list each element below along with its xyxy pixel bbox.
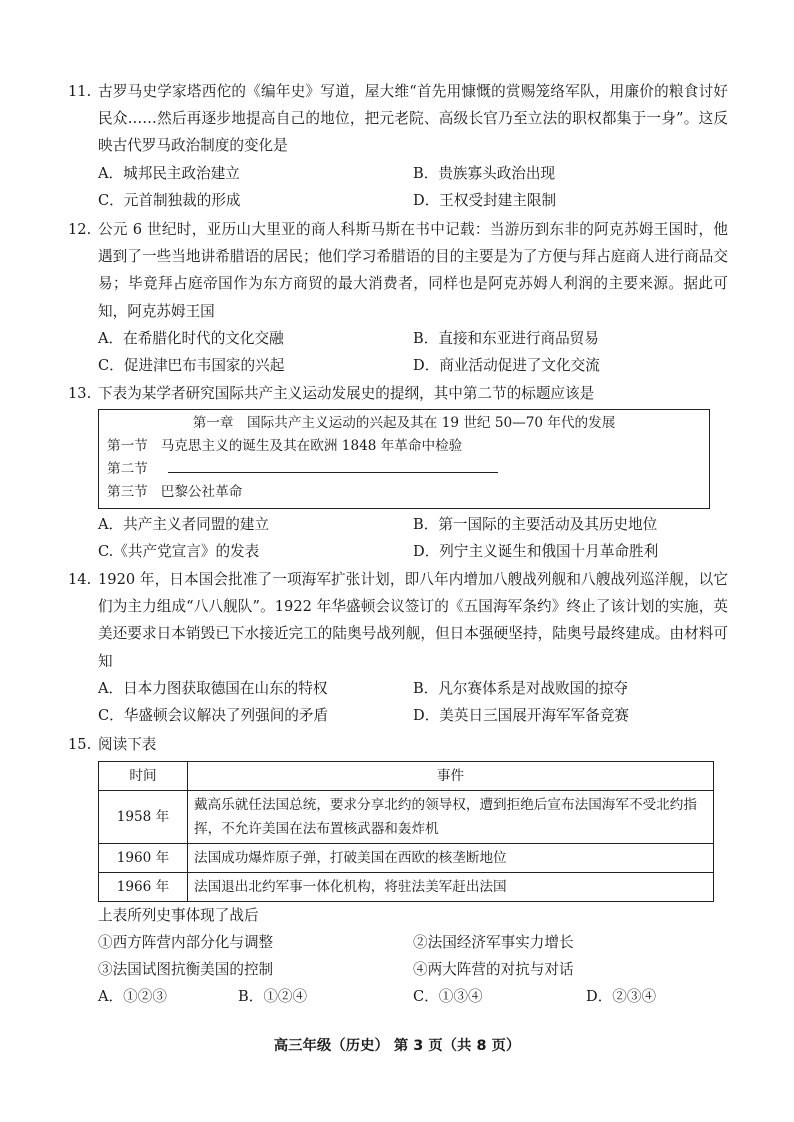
question-stem: 古罗马史学家塔西佗的《编年史》写道，屋大维“首先用慷慨的赏赐笼络军队，用廉价的粮食讨好民众……然后再逐步地提高自己的地位，把元老院、高级长官乃至立法的职权都集于一身”。这反映古代罗马政治制度的变化是 <box>98 83 728 155</box>
cell-year: 1966 年 <box>99 873 188 902</box>
question-number: 11. <box>68 83 92 100</box>
table-follow-text: 上表所列史事体现了战后 <box>98 907 259 925</box>
statement-3: ③法国试图抗衡美国的控制 <box>98 961 274 979</box>
option-a: A．城邦民主政治建立 <box>98 164 240 182</box>
option-b: B．①②④ <box>238 988 308 1006</box>
cell-event: 法国成功爆炸原子弹，打破美国在西欧的核垄断地位 <box>188 844 714 873</box>
options <box>98 675 728 729</box>
option-a: A．日本力图获取德国在山东的特权 <box>98 679 328 697</box>
statement-4: ④两大阵营的对抗与对话 <box>413 961 574 979</box>
table-row <box>99 873 714 902</box>
option-c: C.《共产党宣言》的发表 <box>98 543 260 561</box>
header-year: 时间 <box>99 762 188 791</box>
question-15 <box>68 731 728 1011</box>
section-label: 第一节 <box>107 438 148 455</box>
options <box>98 983 728 1011</box>
cell-year: 1958 年 <box>99 791 188 844</box>
cell-year: 1960 年 <box>99 844 188 873</box>
section-label: 第二节 <box>107 461 148 478</box>
section-label: 第三节 <box>107 484 148 501</box>
option-d: D．美英日三国展开海军军备竞赛 <box>413 706 630 724</box>
statement-2: ②法国经济军事实力增长 <box>413 934 574 952</box>
page-footer: 高三年级（历史） 第 3 页（共 8 页） <box>273 1038 521 1054</box>
options <box>98 325 728 379</box>
option-a: A．共产主义者同盟的建立 <box>98 516 270 534</box>
question-11 <box>68 78 728 214</box>
option-c: C．①③④ <box>413 988 483 1006</box>
statement-1: ①西方阵营内部分化与调整 <box>98 934 274 952</box>
section-row <box>107 435 701 458</box>
header-event: 事件 <box>188 762 714 791</box>
statements <box>98 929 728 983</box>
question-12 <box>68 216 728 379</box>
question-number: 15. <box>68 736 92 753</box>
chapter-title: 第一章 国际共产主义运动的兴起及其在 19 世纪 50—70 年代的发展 <box>192 415 616 432</box>
question-number: 12. <box>68 221 92 238</box>
option-b: B．凡尔赛体系是对战败国的掠夺 <box>413 679 629 697</box>
question-number: 14. <box>68 571 92 588</box>
section-title: 巴黎公社革命 <box>160 484 243 501</box>
option-a: A．①②③ <box>98 988 167 1006</box>
section-title: 马克思主义的诞生及其在欧洲 1848 年革命中检验 <box>160 438 463 455</box>
option-b: B．第一国际的主要活动及其历史地位 <box>413 516 658 534</box>
question-stem: 下表为某学者研究国际共产主义运动发展史的提纲，其中第二节的标题应该是 <box>98 385 595 402</box>
option-d: D．列宁主义诞生和俄国十月革命胜利 <box>413 543 659 561</box>
question-stem: 阅读下表 <box>98 736 157 753</box>
option-b: B．直接和东亚进行商品贸易 <box>413 329 599 347</box>
option-d: D．王权受封建主限制 <box>413 191 557 209</box>
question-13 <box>68 380 728 565</box>
option-d: D．商业活动促进了文化交流 <box>413 356 600 374</box>
option-b: B．贵族寡头政治出现 <box>413 164 556 182</box>
question-14 <box>68 566 728 729</box>
question-number: 13. <box>68 385 92 402</box>
section-row <box>107 458 701 481</box>
options <box>98 160 728 214</box>
option-c: C．元首制独裁的形成 <box>98 191 241 209</box>
question-stem: 1920 年，日本国会批准了一项海军扩张计划，即八年内增加八艘战列舰和八艘战列巡洋舰，以它们为主力组成“八八舰队”。1922 年华盛顿会议签订的《五国海军条约》终止了该计划的实施，英美还要求日本销毁已下水接近完工的陆奥号战列舰，但日本强硬坚持，陆奥号最终建成。由材料可知 <box>98 571 728 670</box>
table-row <box>99 844 714 873</box>
option-c: C．华盛顿会议解决了列强间的矛盾 <box>98 706 329 724</box>
option-c: C．促进津巴布韦国家的兴起 <box>98 356 285 374</box>
question-stem: 公元 6 世纪时，亚历山大里亚的商人科斯马斯在书中记载：当游历到东非的阿克苏姆王国时，他遇到了一些当地讲希腊语的居民；他们学习希腊语的目的主要是为了方便与拜占庭商人进行商品交易；毕竟拜占庭帝国作为东方商贸的最大消费者，同样也是阿克苏姆人利润的主要来源。据此可知，阿克苏姆王国 <box>98 221 728 320</box>
option-d: D．②③④ <box>586 988 657 1006</box>
option-a: A．在希腊化时代的文化交融 <box>98 329 284 347</box>
cell-event: 法国退出北约军事一体化机构，将驻法美军赶出法国 <box>188 873 714 902</box>
table-row <box>99 791 714 844</box>
section-row <box>107 481 701 504</box>
events-table <box>98 761 714 902</box>
cell-event: 戴高乐就任法国总统，要求分享北约的领导权，遭到拒绝后宣布法国海军不受北约指挥，不允许美国在法布置核武器和轰炸机 <box>188 791 714 844</box>
options <box>98 511 728 565</box>
table-header-row <box>99 762 714 791</box>
outline-box <box>98 409 710 509</box>
answer-blank-line <box>168 458 498 473</box>
